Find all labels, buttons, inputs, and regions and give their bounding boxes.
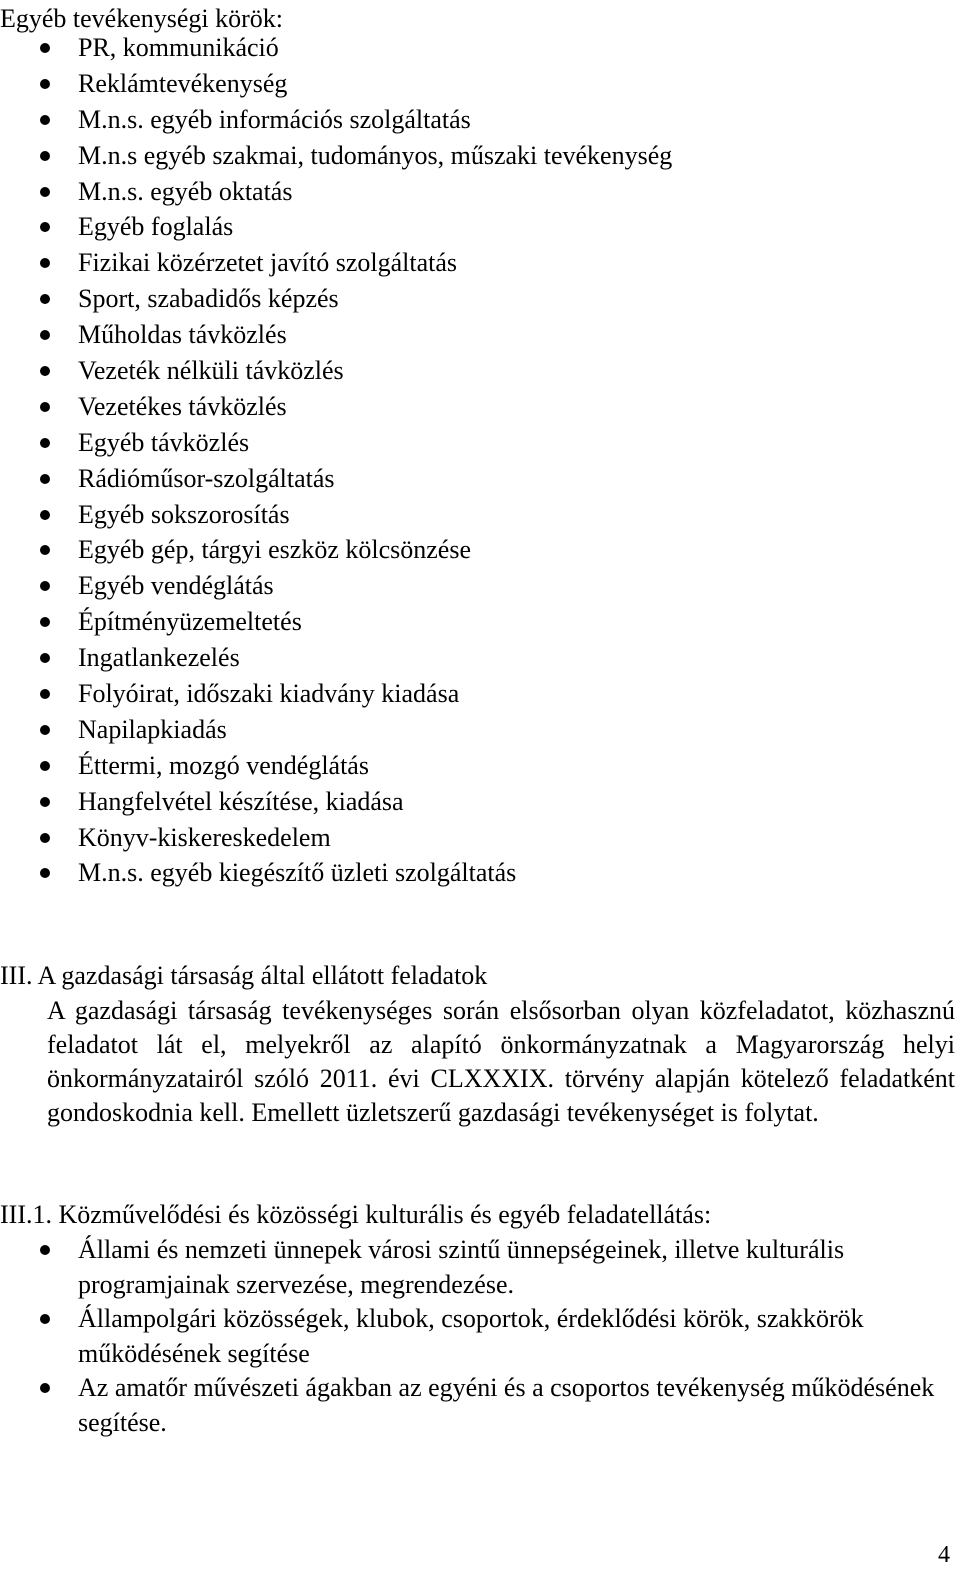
- bullet-icon: [40, 330, 50, 340]
- bullet-icon: [40, 689, 50, 699]
- list-item-text: Éttermi, mozgó vendéglátás: [78, 750, 369, 780]
- bullet-icon: [40, 833, 50, 843]
- list-item: [0, 568, 672, 604]
- bullet-icon: [40, 797, 50, 807]
- list-item: [0, 461, 672, 497]
- list-item: [0, 640, 672, 676]
- bullet-icon: [40, 545, 50, 555]
- list-item: [0, 317, 672, 353]
- bullet-icon: [40, 1245, 50, 1255]
- bullet-icon: [40, 510, 50, 520]
- list-item: [0, 820, 672, 856]
- list-item: [0, 174, 672, 210]
- list-item: [0, 30, 672, 66]
- bullet-icon: [40, 294, 50, 304]
- list-item-text: Rádióműsor-szolgáltatás: [78, 463, 335, 493]
- list-item-text: Ingatlankezelés: [78, 643, 240, 673]
- list-item-text: Egyéb távközlés: [78, 427, 250, 457]
- list-item-text: M.n.s. egyéb információs szolgáltatás: [78, 104, 471, 134]
- list-item-text: Vezeték nélküli távközlés: [78, 356, 344, 386]
- list-item: [0, 425, 672, 461]
- list-item: [0, 676, 672, 712]
- bullet-icon: [40, 474, 50, 484]
- list-item: [0, 604, 672, 640]
- list-item-text: PR, kommunikáció: [78, 33, 279, 62]
- bullet-icon: [40, 222, 50, 232]
- list-item-text: Napilapkiadás: [78, 714, 227, 744]
- list-item-text: Fizikai közérzetet javító szolgáltatás: [78, 248, 458, 278]
- bullet-icon: [40, 1314, 50, 1324]
- list-item-text: Vezetékes távközlés: [78, 391, 287, 421]
- list-item-text: Állami és nemzeti ünnepek városi szintű ünnepségeinek, illetve kulturális programjainak szervezése, megrendezése.: [78, 1235, 845, 1299]
- activities-list: [0, 30, 672, 891]
- list-item: [0, 712, 672, 748]
- list-item: [0, 66, 672, 102]
- bullet-icon: [40, 617, 50, 627]
- bullet-icon: [40, 653, 50, 663]
- bullet-icon: [40, 258, 50, 268]
- bullet-icon: [40, 79, 50, 89]
- bullet-icon: [40, 438, 50, 448]
- subsection-heading: III.1. Közművelődési és közösségi kulturális és egyéb feladatellátás:: [0, 1200, 712, 1229]
- list-item-text: Egyéb gép, tárgyi eszköz kölcsönzése: [78, 535, 471, 565]
- list-item-text: Műholdas távközlés: [78, 320, 287, 350]
- list-item-text: Sport, szabadidős képzés: [78, 284, 339, 314]
- list-item-text: Hangfelvétel készítése, kiadása: [78, 786, 404, 816]
- bullet-icon: [40, 1383, 50, 1393]
- list-item-text: Építményüzemeltetés: [78, 607, 302, 637]
- list-item-text: Egyéb vendéglátás: [78, 571, 274, 601]
- list-item-text: Egyéb sokszorosítás: [78, 499, 290, 529]
- list-item: [0, 102, 672, 138]
- list-item: [0, 784, 672, 820]
- list-item-text: Reklámtevékenység: [78, 68, 288, 98]
- list-item: [0, 855, 672, 891]
- list-item-text: Folyóirat, időszaki kiadvány kiadása: [78, 679, 460, 709]
- list-item: [0, 532, 672, 568]
- bullet-icon: [40, 761, 50, 771]
- list-item: [0, 281, 672, 317]
- list-item-text: Állampolgári közösségek, klubok, csoportok, érdeklődési körök, szakkörök működésének segítése: [78, 1304, 864, 1368]
- activities-heading: Egyéb tevékenységi körök:: [0, 4, 284, 33]
- list-item: [0, 1302, 955, 1371]
- list-item-text: Egyéb foglalás: [78, 212, 234, 242]
- bullet-icon: [40, 581, 50, 591]
- list-item-text: M.n.s. egyéb oktatás: [78, 176, 293, 206]
- list-item: [0, 1371, 955, 1440]
- list-item: [0, 209, 672, 245]
- bullet-icon: [40, 366, 50, 376]
- list-item-text: Könyv-kiskereskedelem: [78, 822, 331, 852]
- bullet-icon: [40, 115, 50, 125]
- list-item: [0, 1233, 955, 1302]
- bullet-icon: [40, 151, 50, 161]
- bullet-icon: [40, 187, 50, 197]
- list-item-text: M.n.s. egyéb kiegészítő üzleti szolgáltatás: [78, 858, 517, 888]
- page-number: 4: [938, 1542, 950, 1568]
- bullet-icon: [40, 402, 50, 412]
- section-paragraph: A gazdasági társaság tevékenységes során elsősorban olyan közfeladatot, közhasznú feladatot lát el, melyekről az alapító önkormányzatnak a Magyarország helyi önkormányzatairól szóló 2011. évi CLXXXIX. törvény alapján kötelező feladatként gondoskodnia kell. Emellett üzletszerű gazdasági tevékenységet is folytat.: [47, 996, 955, 1127]
- bullet-icon: [40, 43, 50, 53]
- tasks-list: [0, 1233, 955, 1440]
- list-item-text: Az amatőr művészeti ágakban az egyéni és a csoportos tevékenység működésének segítése.: [78, 1373, 935, 1437]
- list-item: [0, 748, 672, 784]
- bullet-icon: [40, 725, 50, 735]
- list-item: [0, 353, 672, 389]
- list-item: [0, 389, 672, 425]
- list-item-text: M.n.s egyéb szakmai, tudományos, műszaki tevékenység: [78, 140, 673, 170]
- list-item: [0, 245, 672, 281]
- list-item: [0, 138, 672, 174]
- bullet-icon: [40, 868, 50, 878]
- list-item: [0, 497, 672, 533]
- section-heading: III. A gazdasági társaság által ellátott feladatok: [0, 961, 488, 990]
